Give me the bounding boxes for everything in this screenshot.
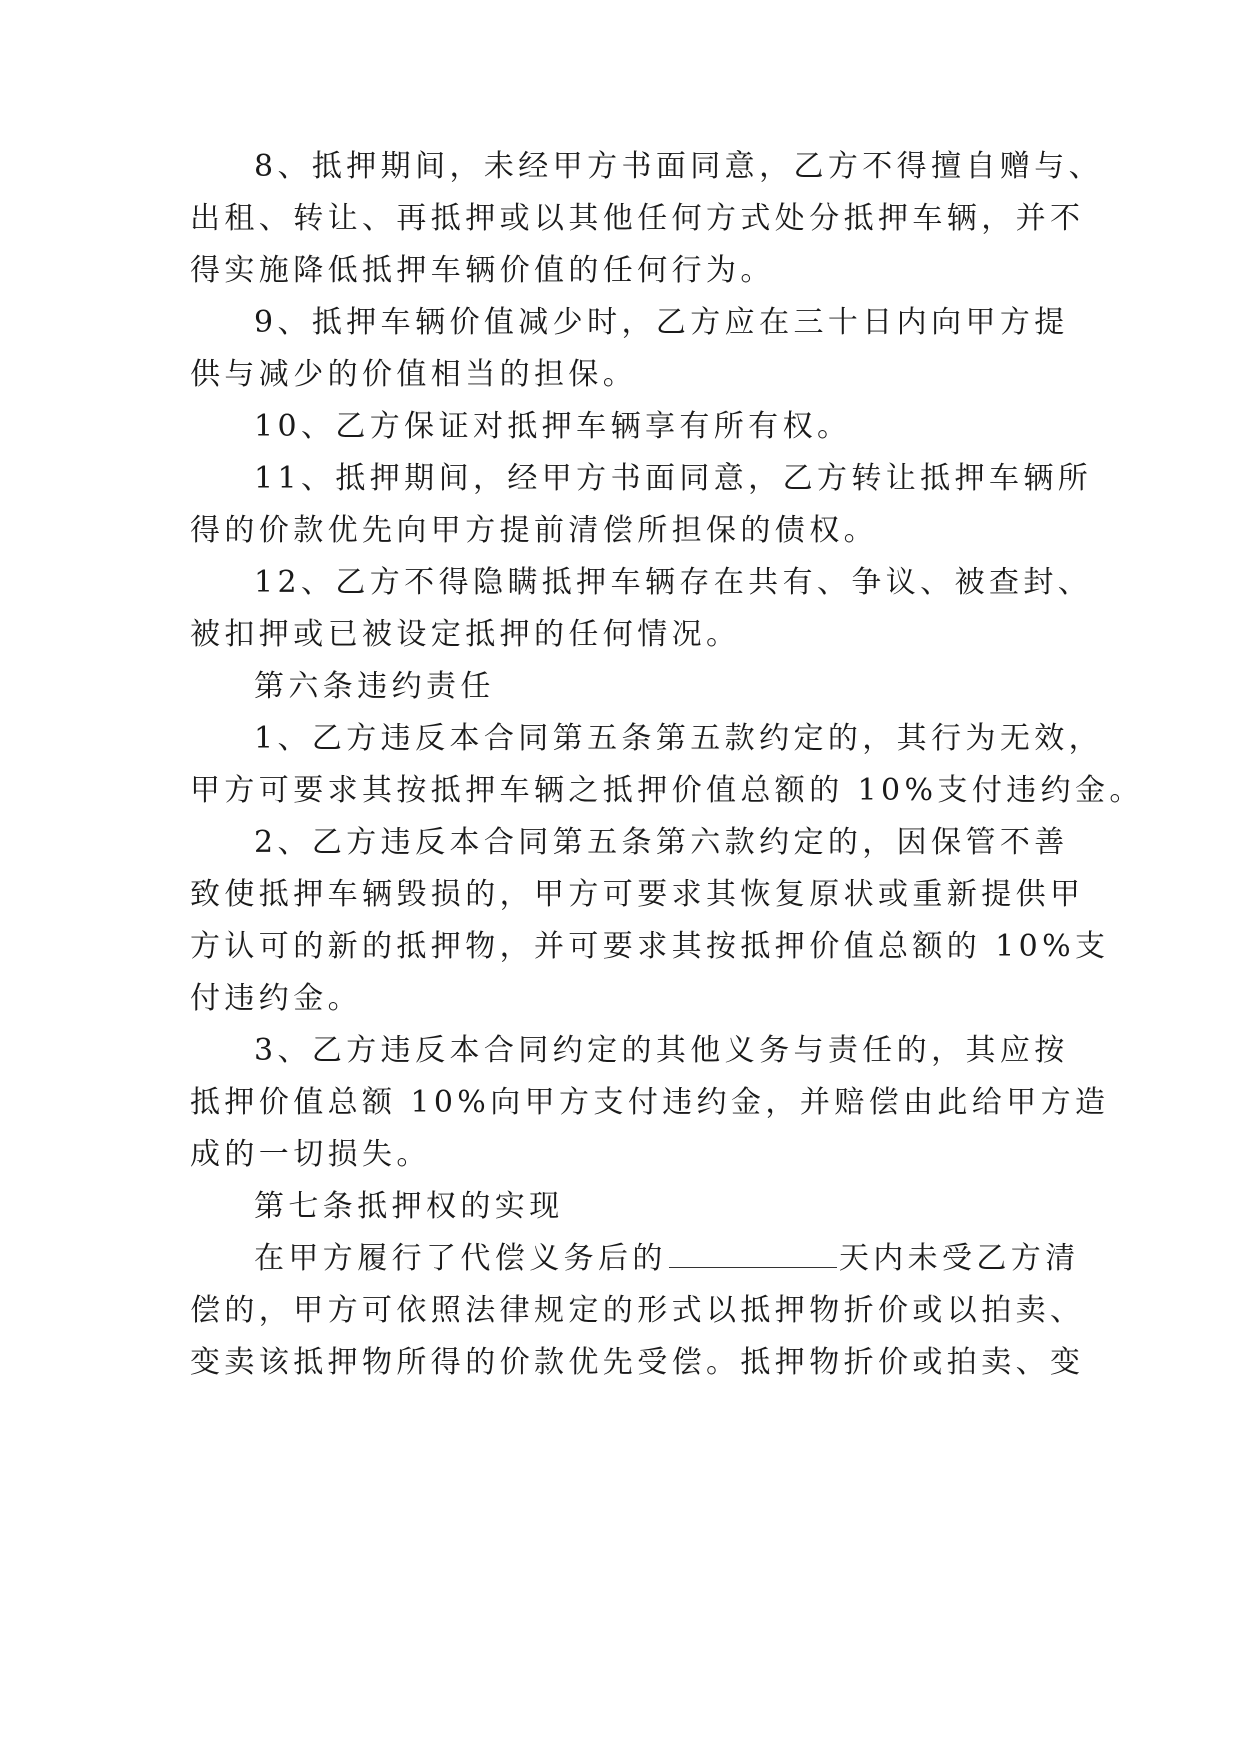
liability-2-line-1: 2、乙方违反本合同第五条第六款约定的，因保管不善 <box>254 825 1069 860</box>
clause-8-line-2: 出租、转让、再抵押或以其他任何方式处分抵押车辆，并不 <box>190 201 1085 236</box>
clause-12-line-2: 被扣押或已被设定抵押的任何情况。 <box>190 617 741 652</box>
realization-line-1 <box>254 1239 1080 1279</box>
realization-line-3: 变卖该抵押物所得的价款优先受偿。抵押物折价或拍卖、变 <box>190 1345 1085 1380</box>
clause-10-line-1: 10、乙方保证对抵押车辆享有所有权。 <box>254 409 852 444</box>
liability-3-line-1: 3、乙方违反本合同约定的其他义务与责任的，其应按 <box>254 1033 1069 1068</box>
clause-9-line-2: 供与减少的价值相当的担保。 <box>190 357 638 392</box>
clause-11-line-2: 得的价款优先向甲方提前清偿所担保的债权。 <box>190 513 878 548</box>
section-7-heading: 第七条抵押权的实现 <box>254 1189 564 1224</box>
liability-3-line-2: 抵押价值总额 10%向甲方支付违约金，并赔偿由此给甲方造 <box>190 1085 1110 1120</box>
realization-line-1-before: 在甲方履行了代偿义务后的 <box>254 1241 667 1276</box>
clause-11-line-1: 11、抵押期间，经甲方书面同意，乙方转让抵押车辆所 <box>254 461 1093 496</box>
liability-2-line-3: 方认可的新的抵押物，并可要求其按抵押价值总额的 10%支 <box>190 929 1110 964</box>
liability-2-line-4: 付违约金。 <box>190 981 362 1016</box>
realization-line-1-after: 天内未受乙方清 <box>838 1241 1080 1276</box>
clause-9-line-1: 9、抵押车辆价值减少时，乙方应在三十日内向甲方提 <box>254 305 1069 340</box>
days-blank-field[interactable] <box>669 1239 837 1268</box>
liability-3-line-3: 成的一切损失。 <box>190 1137 431 1172</box>
clause-8-line-1: 8、抵押期间，未经甲方书面同意，乙方不得擅自赠与、 <box>254 149 1104 184</box>
clause-8-line-3: 得实施降低抵押车辆价值的任何行为。 <box>190 253 775 288</box>
liability-2-line-2: 致使抵押车辆毁损的，甲方可要求其恢复原状或重新提供甲 <box>190 877 1085 912</box>
realization-line-2: 偿的，甲方可依照法律规定的形式以抵押物折价或以拍卖、 <box>190 1293 1085 1328</box>
liability-1-line-1: 1、乙方违反本合同第五条第五款约定的，其行为无效， <box>254 721 1104 756</box>
liability-1-line-2: 甲方可要求其按抵押车辆之抵押价值总额的 10%支付违约金。 <box>190 773 1144 808</box>
clause-12-line-1: 12、乙方不得隐瞒抵押车辆存在共有、争议、被查封、 <box>254 565 1093 600</box>
section-6-heading: 第六条违约责任 <box>254 669 495 704</box>
